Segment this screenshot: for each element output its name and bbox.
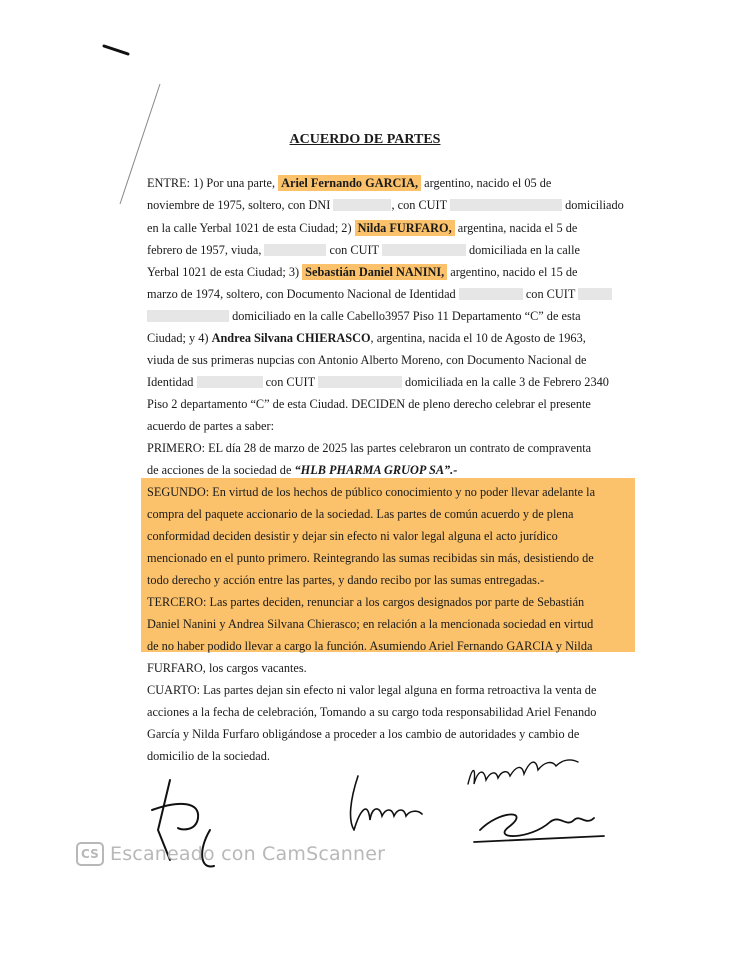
document-title: ACUERDO DE PARTES xyxy=(289,132,441,147)
text-line: compra del paquete accionario de la sociedad. Las partes de común acuerdo y de plena xyxy=(147,507,574,521)
text-line: conformidad deciden desistir y dejar sin efecto ni valor legal alguna el acto jurídico xyxy=(147,529,558,543)
text-line: en la calle Yerbal 1021 de esta Ciudad; 2) Nilda FURFARO, argentina, nacida el 5 de xyxy=(147,221,578,235)
text-line: García y Nilda Furfaro obligándose a proceder a los cambio de autoridades y cambio de xyxy=(147,727,580,741)
signature-nanini xyxy=(340,770,440,840)
highlighted-name: Ariel Fernando GARCIA, xyxy=(278,175,421,191)
camscanner-logo-icon: CS xyxy=(76,842,104,866)
text-line: todo derecho y acción entre las partes, y dando recibo por las sumas entregadas.- xyxy=(147,573,545,587)
redacted-field xyxy=(197,376,263,388)
text-line: Yerbal 1021 de esta Ciudad; 3) Sebastián Daniel NANINI, argentino, nacido el 15 de xyxy=(147,265,578,279)
text-line: febrero de 1957, viuda, con CUIT domiciliada en la calle xyxy=(147,243,580,257)
text-line: mencionado en el punto primero. Reintegrando las sumas recibidas sin más, desistiendo de xyxy=(147,551,594,565)
text-line: PRIMERO: EL día 28 de marzo de 2025 las partes celebraron un contrato de compraventa xyxy=(147,441,592,455)
signature-chierasco xyxy=(470,800,610,850)
text-line: SEGUNDO: En virtud de los hechos de público conocimiento y no poder llevar adelante la xyxy=(147,485,596,499)
text-line: FURFARO, los cargos vacantes. xyxy=(147,661,307,675)
text-line: Daniel Nanini y Andrea Silvana Chierasco; en relación a la mencionada sociedad en virtud xyxy=(147,617,594,631)
text-line: de no haber podido llevar a cargo la función. Asumiendo Ariel Fernando GARCIA y Nilda xyxy=(147,639,593,653)
text-line: Identidad con CUIT domiciliada en la calle 3 de Febrero 2340 xyxy=(147,375,609,389)
pen-mark-top-left xyxy=(100,40,140,60)
text-line: marzo de 1974, soltero, con Documento Nacional de Identidad con CUIT xyxy=(147,286,612,302)
text-line: noviembre de 1975, soltero, con DNI , con CUIT domiciliado xyxy=(147,198,624,212)
highlighted-name: Nilda FURFARO, xyxy=(355,220,455,236)
signature-furfaro xyxy=(460,740,590,800)
text-line: de acciones de la sociedad de “HLB PHARMA GRUOP SA”.- xyxy=(147,463,458,477)
text-line: domicilio de la sociedad. xyxy=(147,749,270,763)
redacted-field xyxy=(147,310,229,322)
text-line: Piso 2 departamento “C” de esta Ciudad. DECIDEN de pleno derecho celebrar el presente xyxy=(147,397,591,411)
camscanner-watermark xyxy=(76,842,385,866)
text-line: viuda de sus primeras nupcias con Antonio Alberto Moreno, con Documento Nacional de xyxy=(147,353,587,367)
text-line: ENTRE: 1) Por una parte, Ariel Fernando GARCIA, argentino, nacido el 05 de xyxy=(147,176,552,190)
redacted-field xyxy=(333,199,391,211)
text-line: TERCERO: Las partes deciden, renunciar a los cargos designados por parte de Sebastián xyxy=(147,595,585,609)
company-name: “HLB PHARMA GRUOP SA”.- xyxy=(294,463,458,477)
text-line: CUARTO: Las partes dejan sin efecto ni valor legal alguna en forma retroactiva la venta de xyxy=(147,683,597,697)
bold-name: Andrea Silvana CHIERASCO xyxy=(211,331,371,345)
redacted-field xyxy=(578,288,612,300)
redacted-field xyxy=(450,199,562,211)
text-line: Ciudad; y 4) Andrea Silvana CHIERASCO, argentina, nacida el 10 de Agosto de 1963, xyxy=(147,331,586,345)
text-line: domiciliado en la calle Cabello3957 Piso 11 Departamento “C” de esta xyxy=(147,308,581,324)
text-line: acuerdo de partes a saber: xyxy=(147,419,274,433)
watermark-text: Escaneado con CamScanner xyxy=(110,843,386,865)
redacted-field xyxy=(264,244,326,256)
redacted-field xyxy=(459,288,523,300)
text-line: acciones a la fecha de celebración, Tomando a su cargo toda responsabilidad Ariel Fenando xyxy=(147,705,597,719)
highlighted-name: Sebastián Daniel NANINI, xyxy=(302,264,447,280)
redacted-field xyxy=(318,376,402,388)
redacted-field xyxy=(382,244,466,256)
